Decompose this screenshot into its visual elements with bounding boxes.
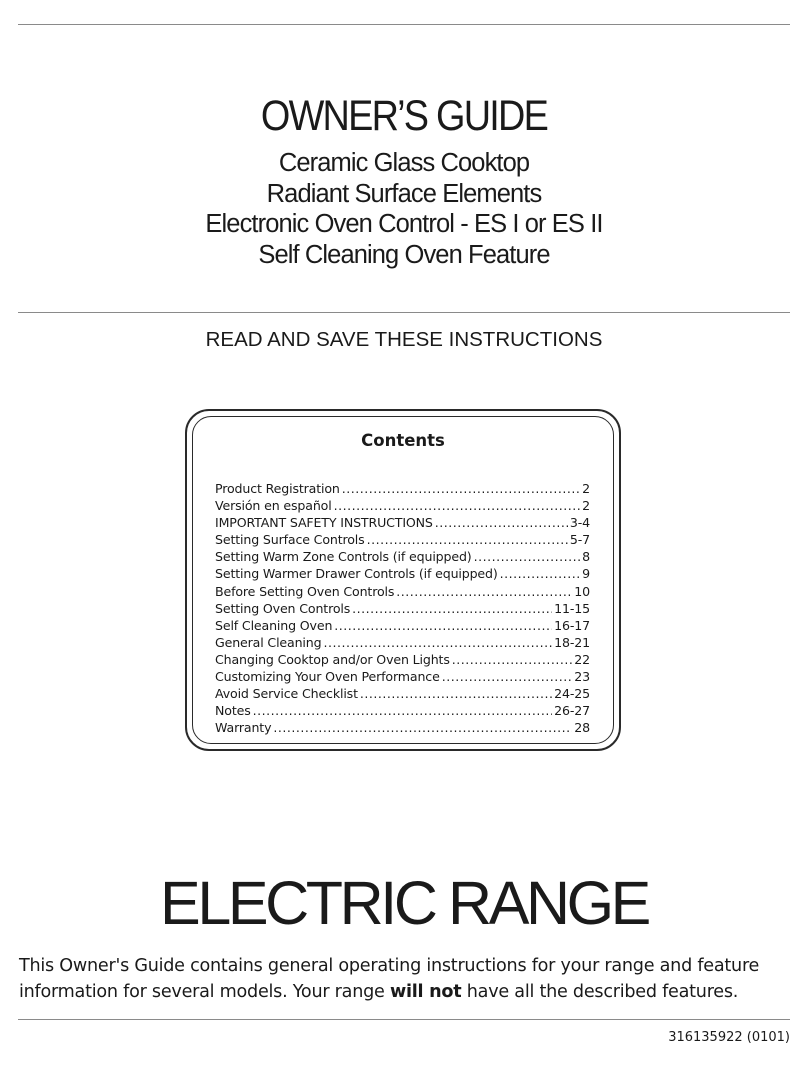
toc-entry	[215, 703, 590, 720]
toc-entry-label: Before Setting Oven Controls	[215, 583, 395, 599]
toc-entry-label: Self Cleaning Oven	[215, 617, 333, 633]
toc-entry-label: Setting Surface Controls	[215, 532, 365, 548]
toc-entry	[215, 618, 590, 635]
table-of-contents	[215, 481, 590, 737]
guide-title: OWNER’S GUIDE	[260, 92, 548, 140]
toc-entry-page: 9	[582, 566, 590, 582]
toc-dot-leader	[452, 652, 573, 667]
subtitle-line: Electronic Oven Control - ES I or ES II	[205, 210, 603, 238]
toc-dot-leader	[352, 601, 552, 616]
toc-dot-leader	[253, 703, 553, 718]
toc-entry-page: 23	[574, 669, 590, 685]
toc-entry-label: Avoid Service Checklist	[215, 686, 358, 702]
toc-entry-label: General Cleaning	[215, 634, 322, 650]
subtitle-line: Self Cleaning Oven Feature	[258, 240, 550, 269]
toc-entry-label: Product Registration	[215, 481, 340, 496]
bottom-divider	[18, 1019, 790, 1020]
toc-entry-page: 24-25	[554, 686, 590, 702]
product-title: ELECTRIC RANGE	[160, 869, 648, 937]
disclaimer-text	[19, 954, 808, 1005]
toc-dot-leader	[334, 618, 552, 633]
instruction-notice: READ AND SAVE THESE INSTRUCTIONS	[205, 328, 603, 351]
contents-box	[185, 409, 621, 751]
toc-entry-page: 5-7	[569, 532, 590, 548]
subtitle-block	[0, 148, 808, 270]
toc-entry-page: 26-27	[554, 703, 590, 719]
toc-dot-leader	[323, 635, 552, 650]
toc-entry	[215, 566, 590, 583]
toc-entry-label: Setting Warmer Drawer Controls (if equipped)	[215, 566, 498, 582]
toc-entry	[215, 481, 590, 498]
middle-divider	[18, 312, 790, 313]
toc-entry	[215, 720, 590, 737]
toc-entry	[215, 669, 590, 686]
toc-entry-label: Setting Oven Controls	[215, 600, 351, 616]
toc-entry-page: 8	[582, 549, 590, 565]
subtitle-line: Ceramic Glass Cooktop	[278, 149, 530, 177]
toc-entry	[215, 635, 590, 652]
toc-entry-label: Notes	[215, 703, 251, 719]
toc-entry-page: 22	[574, 651, 590, 667]
toc-entry-page: 2	[582, 481, 590, 496]
toc-entry-label: Versión en español	[215, 498, 332, 514]
toc-entry	[215, 652, 590, 669]
part-number: 316135922 (0101)	[668, 1030, 790, 1045]
toc-entry-label: Customizing Your Oven Performance	[215, 669, 440, 685]
toc-entry-page: 16-17	[554, 617, 590, 633]
toc-entry-page: 2	[582, 498, 590, 514]
contents-heading: Contents	[361, 431, 445, 450]
toc-dot-leader	[360, 686, 552, 701]
top-divider	[18, 24, 790, 25]
toc-entry	[215, 515, 590, 532]
toc-dot-leader	[273, 720, 572, 735]
toc-entry	[215, 498, 590, 515]
toc-dot-leader	[396, 584, 572, 599]
toc-dot-leader	[474, 549, 581, 564]
toc-entry-label: IMPORTANT SAFETY INSTRUCTIONS	[215, 515, 433, 531]
toc-entry	[215, 601, 590, 618]
toc-dot-leader	[435, 515, 568, 530]
toc-entry	[215, 532, 590, 549]
toc-entry-label: Setting Warm Zone Controls (if equipped)	[215, 549, 472, 565]
toc-entry	[215, 584, 590, 601]
toc-entry	[215, 549, 590, 566]
toc-entry-page: 18-21	[554, 634, 590, 650]
toc-entry-label: Changing Cooktop and/or Oven Lights	[215, 651, 450, 667]
toc-entry	[215, 686, 590, 703]
toc-dot-leader	[342, 481, 580, 496]
toc-dot-leader	[442, 669, 573, 684]
toc-dot-leader	[334, 498, 581, 513]
toc-dot-leader	[500, 566, 580, 581]
disclaimer-part2: have all the described features.	[461, 981, 739, 1002]
disclaimer-part1: This Owner's Guide contains general operating instructions for your range and feature information for several models. Your range	[19, 956, 760, 1002]
contents-inner-border	[192, 416, 614, 744]
toc-entry-page: 3-4	[569, 515, 590, 531]
toc-dot-leader	[367, 532, 568, 547]
toc-entry-label: Warranty	[215, 720, 272, 736]
subtitle-line: Radiant Surface Elements	[266, 179, 542, 208]
toc-entry-page: 11-15	[554, 600, 590, 616]
toc-entry-page: 10	[574, 583, 590, 599]
disclaimer-emphasis: will not	[389, 981, 462, 1002]
toc-entry-page: 28	[574, 720, 590, 736]
